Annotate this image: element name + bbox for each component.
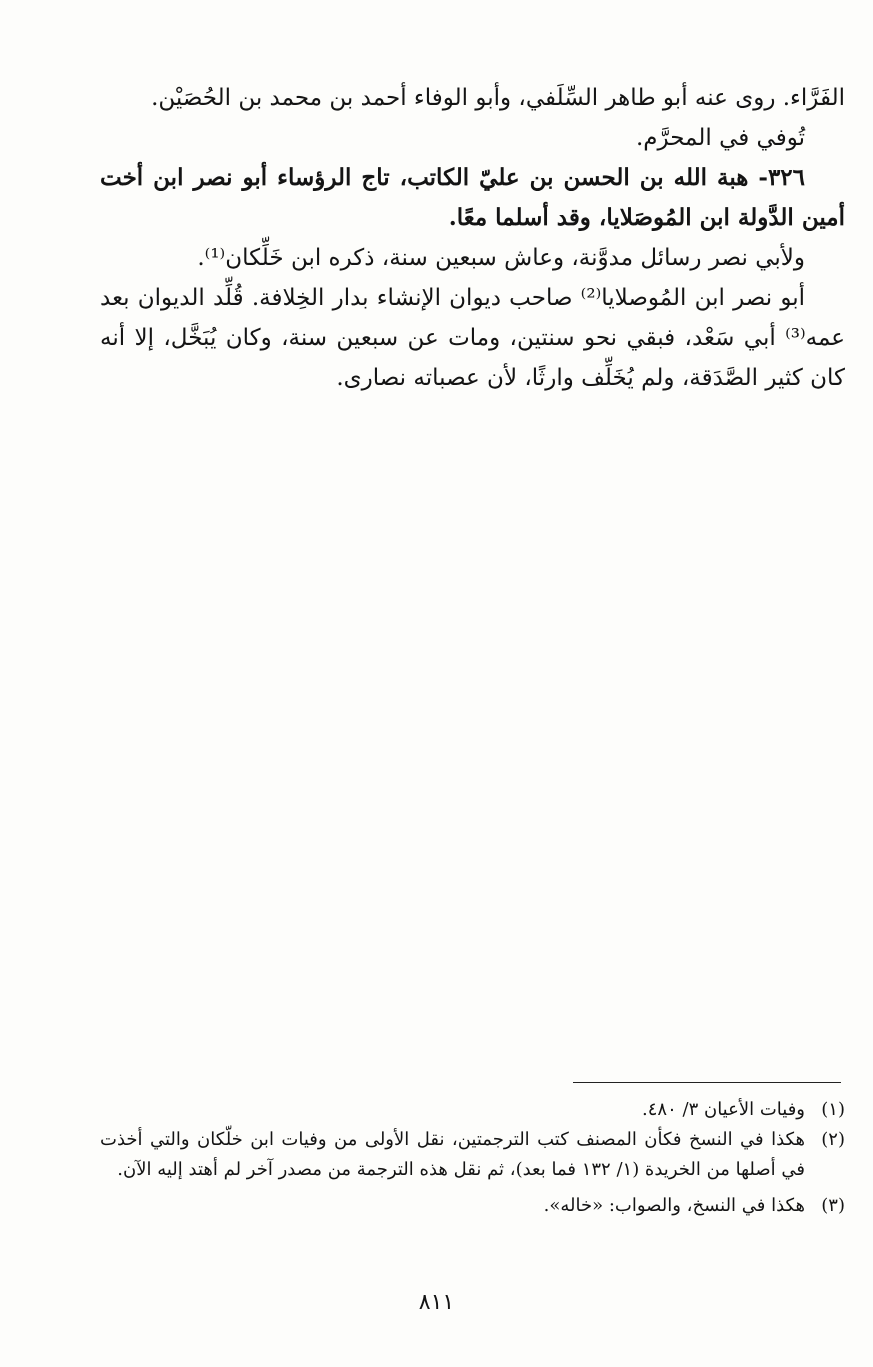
footnote-item [100, 1125, 845, 1185]
footnote-text: هكذا في النسخ فكأن المصنف كتب الترجمتين، نقل الأولى من وفيات ابن خلّكان والتي أخذت في أصلها من الخريدة (١/ ١٣٢ فما بعد)، ثم نقل هذه الترجمة من مصدر آخر لم أهتد إليه الآن. [100, 1129, 805, 1180]
main-text [100, 78, 845, 398]
body-paragraph: أبو نصر ابن المُوصلايا⁽²⁾ صاحب ديوان الإنشاء بدار الخِلافة. قُلِّد الديوان بعد عمه⁽³⁾ أبي سَعْد، فبقي نحو سنتين، ومات عن سبعين سنة، وكان يُبَخَّل، إلا أنه كان كثير الصَّدَقة، ولم يُخَلِّف وارثًا، لأن عصباته نصارى. [100, 285, 845, 391]
footnotes [100, 1095, 845, 1221]
entry-heading: ٣٢٦- هبة الله بن الحسن بن عليّ الكاتب، تاج الرؤساء أبو نصر ابن أخت أمين الدَّولة ابن المُوصَلايا، وقد أسلما معًا. [100, 164, 845, 231]
body-paragraph: ولأبي نصر رسائل مدوَّنة، وعاش سبعين سنة، ذكره ابن خَلِّكان⁽¹⁾. [197, 245, 805, 271]
footnote-text: هكذا في النسخ، والصواب: «خاله». [543, 1195, 805, 1216]
footnote-item [100, 1191, 845, 1221]
footnote-divider [573, 1082, 841, 1083]
footnote-number: (٢) [821, 1129, 845, 1150]
footnote-number: (٣) [821, 1195, 845, 1216]
footnote-item [100, 1095, 845, 1125]
body-line-death: تُوفي في المحرَّم. [635, 125, 805, 151]
body-line-continuation: الفَرَّاء. روى عنه أبو طاهر السِّلَفي، وأبو الوفاء أحمد بن محمد بن الحُصَيْن. [151, 85, 845, 111]
footnote-number: (١) [821, 1099, 845, 1120]
footnote-text: وفيات الأعيان ٣/ ٤٨٠. [642, 1099, 805, 1120]
page-number: ٨١١ [418, 1290, 455, 1315]
